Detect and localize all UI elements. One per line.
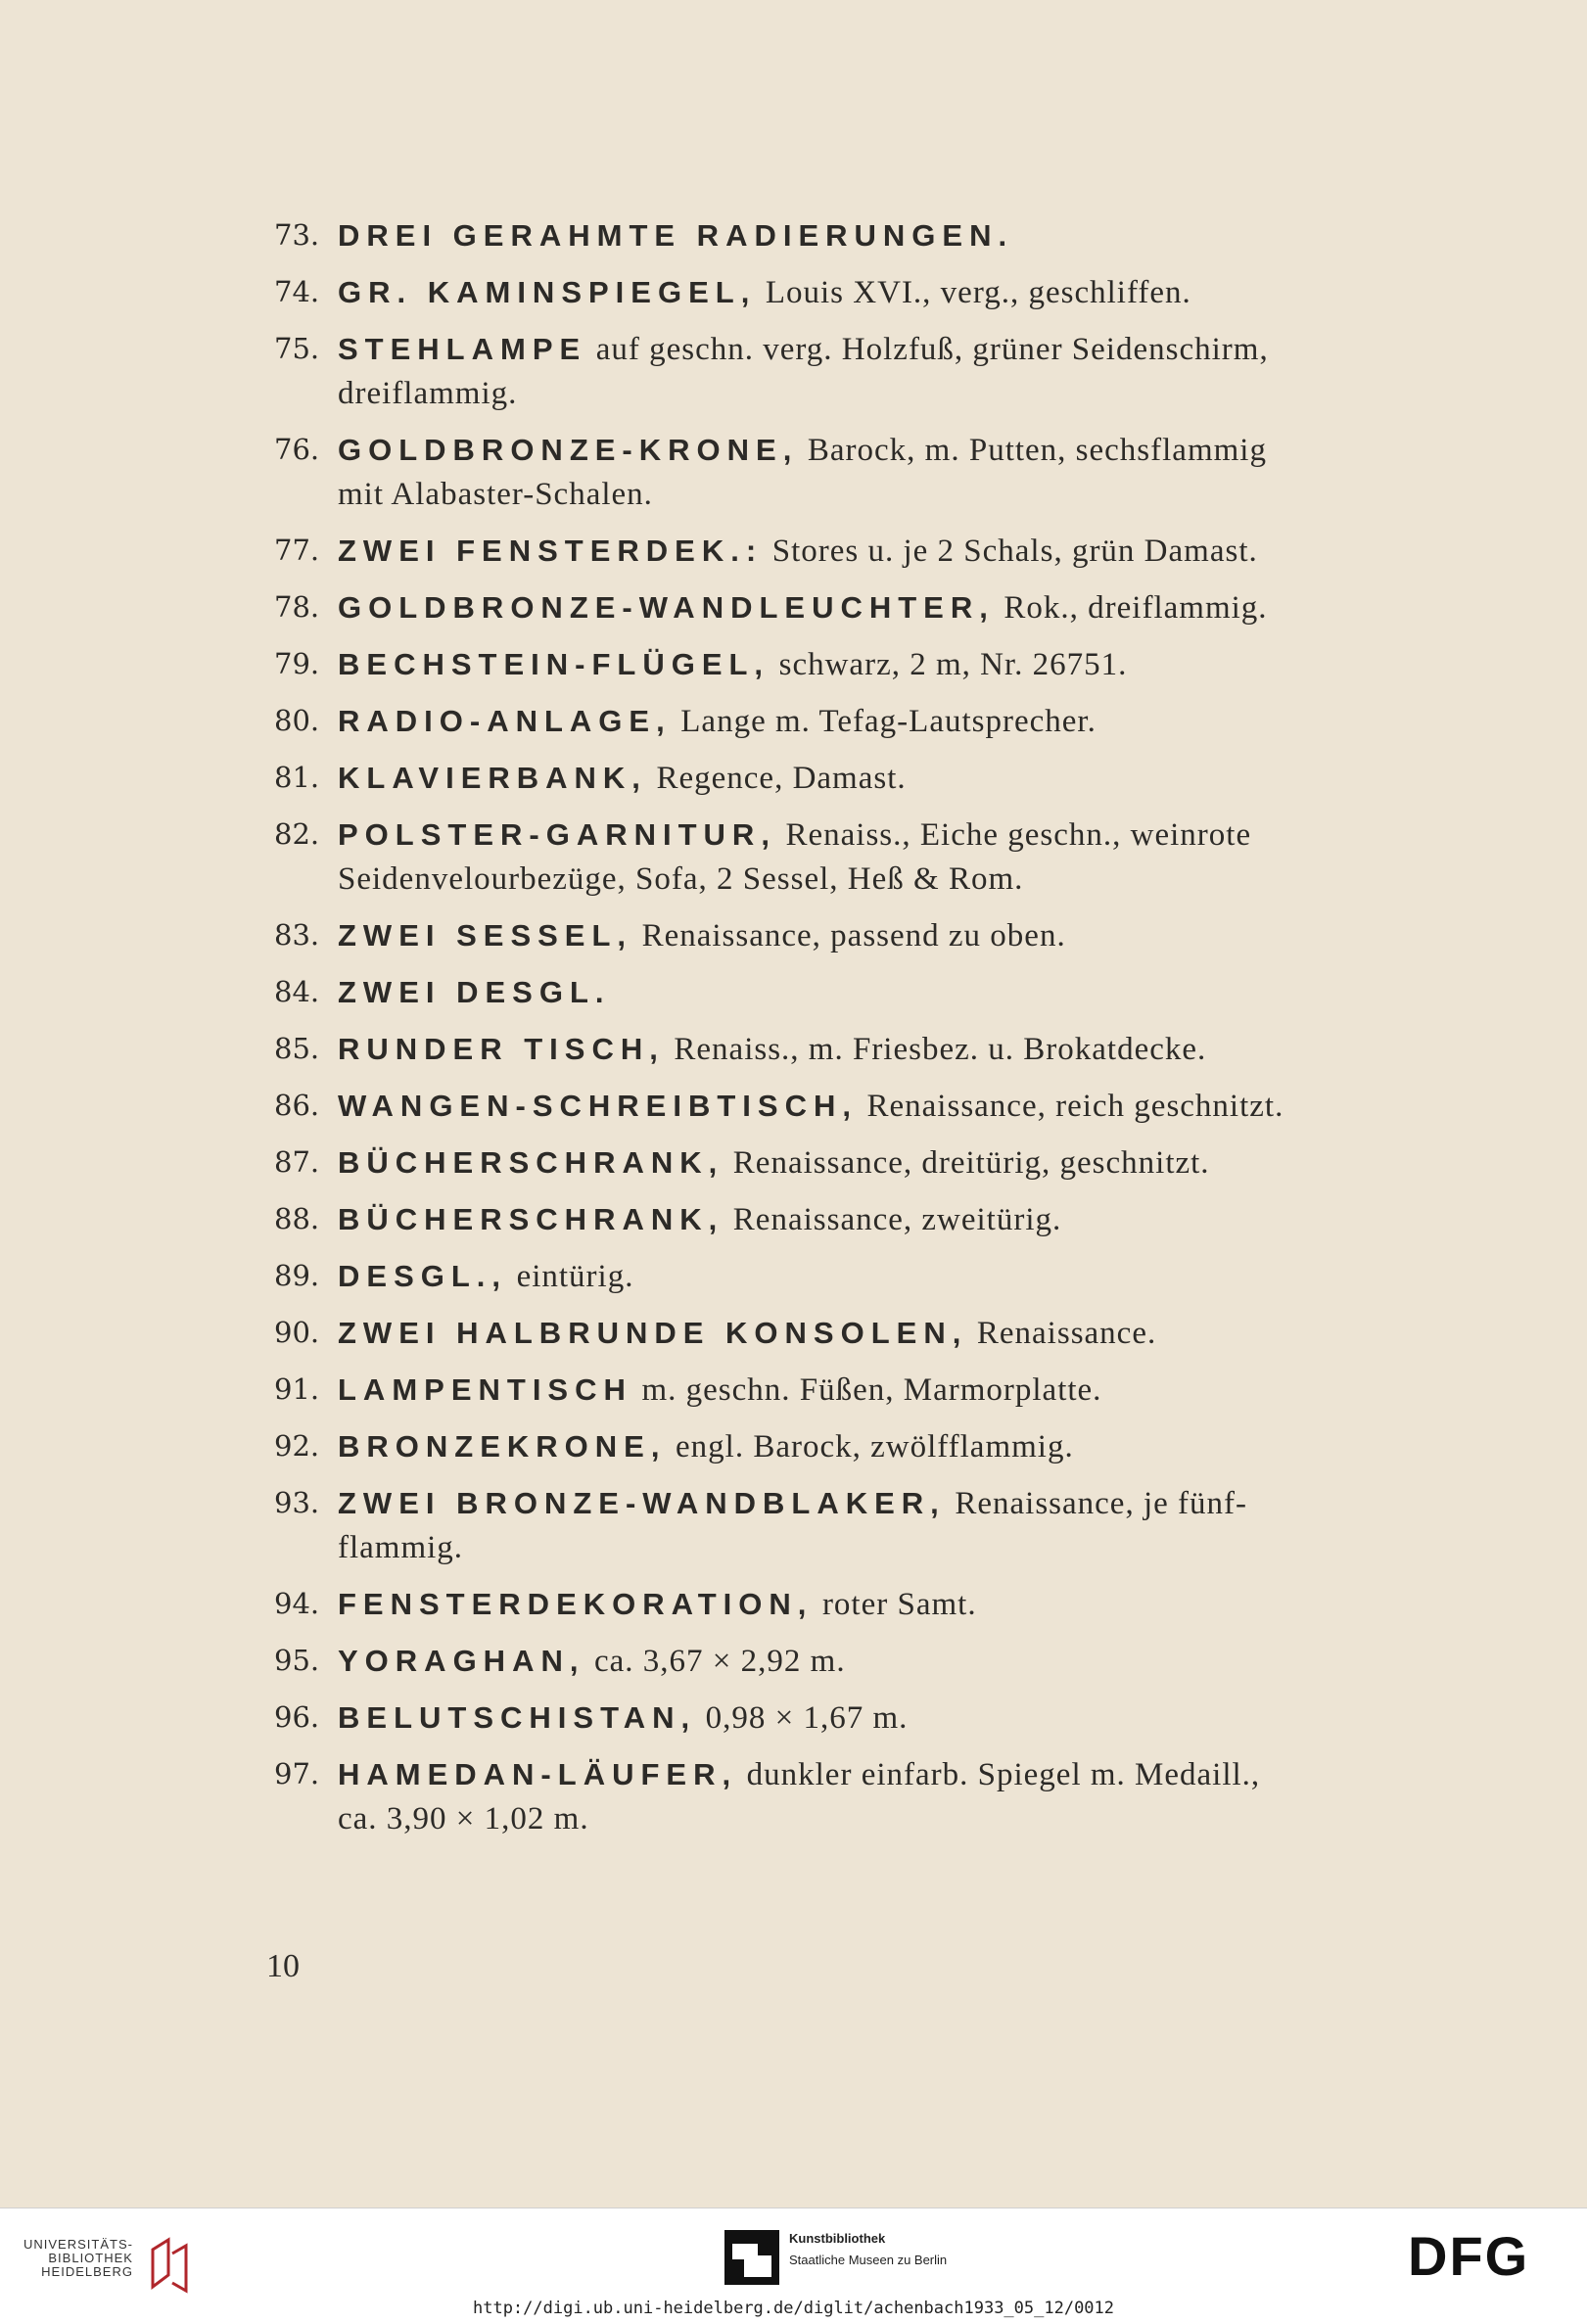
entry-continuation: Seidenvelourbezüge, Sofa, 2 Sessel, Heß & Rom. xyxy=(338,861,1024,897)
entry-number: 95. xyxy=(274,1644,320,1677)
university-library-name xyxy=(23,2238,133,2279)
catalog-entry xyxy=(274,1752,1410,1841)
entry-number: 79. xyxy=(274,647,320,680)
entry-text xyxy=(338,585,1410,630)
entry-number: 88. xyxy=(274,1202,320,1235)
entry-number: 86. xyxy=(274,1089,320,1122)
catalog-entry xyxy=(274,813,1410,902)
entry-description: eintürig. xyxy=(516,1259,634,1294)
kunstbibliothek-logo-icon xyxy=(724,2230,779,2285)
catalog-entry xyxy=(274,213,1410,258)
entry-description: dunkler einfarb. Spiegel m. Medaill., xyxy=(746,1757,1261,1792)
entry-text xyxy=(338,913,1410,958)
entry-text xyxy=(338,970,1410,1015)
entry-title: FENSTERDEKORATION, xyxy=(338,1587,814,1621)
kb-title: Kunstbibliothek xyxy=(789,2231,886,2246)
entry-number: 94. xyxy=(274,1587,320,1620)
kunstbibliothek-label xyxy=(789,2230,947,2273)
entry-description: Renaiss., Eiche geschn., weinrote xyxy=(785,817,1252,853)
entry-number: 87. xyxy=(274,1145,320,1179)
permalink-url[interactable]: http://digi.ub.uni-heidelberg.de/diglit/achenbach1933_05_12/0012 xyxy=(472,2299,1115,2318)
entry-text xyxy=(338,1254,1410,1299)
entry-description: Renaissance, dreitürig, geschnitzt. xyxy=(732,1145,1210,1181)
entry-title: ZWEI SESSEL, xyxy=(338,918,633,953)
entry-description: m. geschn. Füßen, Marmorplatte. xyxy=(641,1372,1102,1408)
entry-description: Renaissance, reich geschnitzt. xyxy=(866,1089,1284,1124)
entry-number: 83. xyxy=(274,918,320,952)
entry-text xyxy=(338,699,1410,744)
footer-bar xyxy=(0,2208,1587,2324)
entry-description: Barock, m. Putten, sechsflammig xyxy=(807,433,1267,468)
entry-number: 85. xyxy=(274,1032,320,1065)
entry-text xyxy=(338,1481,1410,1570)
entry-description: engl. Barock, zwölfflammig. xyxy=(676,1429,1074,1464)
entry-description: Renaissance, zweitürig. xyxy=(732,1202,1062,1237)
entry-number: 96. xyxy=(274,1700,320,1734)
entry-title: ZWEI HALBRUNDE KONSOLEN, xyxy=(338,1316,968,1350)
entry-description: ca. 3,67 × 2,92 m. xyxy=(594,1644,846,1679)
entry-description: auf geschn. verg. Holzfuß, grüner Seidenschirm, xyxy=(595,332,1269,367)
entry-description: roter Samt. xyxy=(821,1587,977,1622)
entry-title: BELUTSCHISTAN, xyxy=(338,1700,697,1735)
entry-number: 91. xyxy=(274,1372,320,1406)
entry-text xyxy=(338,529,1410,574)
entry-title: STEHLAMPE xyxy=(338,332,587,366)
entry-text xyxy=(338,813,1410,902)
catalog-entry xyxy=(274,1311,1410,1356)
entry-description: Regence, Damast. xyxy=(656,761,907,796)
entry-number: 81. xyxy=(274,761,320,794)
entry-title: GOLDBRONZE-WANDLEUCHTER, xyxy=(338,590,995,625)
kb-subtitle: Staatliche Museen zu Berlin xyxy=(789,2253,948,2267)
entry-title: BECHSTEIN-FLÜGEL, xyxy=(338,647,770,681)
page-number: 10 xyxy=(266,1948,300,1984)
entry-title: POLSTER-GARNITUR, xyxy=(338,817,776,852)
entry-text xyxy=(338,1197,1410,1242)
entry-text xyxy=(338,428,1410,517)
catalog-entry xyxy=(274,1481,1410,1570)
entry-title: RADIO-ANLAGE, xyxy=(338,704,672,738)
entry-text xyxy=(338,1582,1410,1627)
entry-text xyxy=(338,1027,1410,1072)
entry-description: 0,98 × 1,67 m. xyxy=(705,1700,909,1736)
entry-continuation: dreiflammig. xyxy=(338,376,518,411)
catalog-entry xyxy=(274,970,1410,1015)
entry-text xyxy=(338,1368,1410,1413)
catalog-entry xyxy=(274,1027,1410,1072)
entry-number: 77. xyxy=(274,534,320,567)
entry-text xyxy=(338,1752,1410,1841)
catalog-entry xyxy=(274,529,1410,574)
catalog-entry xyxy=(274,585,1410,630)
entry-continuation: flammig. xyxy=(338,1530,464,1565)
entry-title: DESGL., xyxy=(338,1259,508,1293)
catalog-entry xyxy=(274,1254,1410,1299)
entry-number: 89. xyxy=(274,1259,320,1292)
catalog-entry xyxy=(274,1582,1410,1627)
entry-description: Renaissance. xyxy=(976,1316,1157,1351)
university-line: UNIVERSITÄTS- xyxy=(23,2237,133,2252)
entry-title: LAMPENTISCH xyxy=(338,1372,632,1407)
catalog-entry xyxy=(274,1140,1410,1185)
entry-text xyxy=(338,642,1410,687)
entry-list xyxy=(274,213,1410,1853)
entry-continuation: ca. 3,90 × 1,02 m. xyxy=(338,1801,589,1836)
catalog-entry xyxy=(274,699,1410,744)
entry-description: Renaissance, je fünf- xyxy=(955,1486,1247,1521)
entry-number: 97. xyxy=(274,1757,320,1790)
entry-title: WANGEN-SCHREIBTISCH, xyxy=(338,1089,858,1123)
entry-text xyxy=(338,1140,1410,1185)
entry-number: 93. xyxy=(274,1486,320,1519)
entry-description: schwarz, 2 m, Nr. 26751. xyxy=(778,647,1128,682)
entry-number: 80. xyxy=(274,704,320,737)
catalog-entry xyxy=(274,1696,1410,1741)
entry-text xyxy=(338,327,1410,416)
entry-description: Stores u. je 2 Schals, grün Damast. xyxy=(771,534,1258,569)
entry-text xyxy=(338,1424,1410,1469)
entry-description: Louis XVI., verg., geschliffen. xyxy=(765,275,1191,310)
entry-title: BÜCHERSCHRANK, xyxy=(338,1145,724,1180)
entry-text xyxy=(338,1084,1410,1129)
entry-title: BRONZEKRONE, xyxy=(338,1429,667,1464)
catalog-entry xyxy=(274,270,1410,315)
catalog-entry xyxy=(274,1084,1410,1129)
entry-title: BÜCHERSCHRANK, xyxy=(338,1202,724,1236)
entry-continuation: mit Alabaster-Schalen. xyxy=(338,477,653,512)
entry-title: KLAVIERBANK, xyxy=(338,761,647,795)
entry-number: 92. xyxy=(274,1429,320,1463)
entry-text xyxy=(338,213,1410,258)
entry-text xyxy=(338,1696,1410,1741)
catalog-entry xyxy=(274,756,1410,801)
catalog-entry xyxy=(274,1197,1410,1242)
catalog-entry xyxy=(274,642,1410,687)
entry-title: ZWEI DESGL. xyxy=(338,975,611,1009)
dfg-logo: DFG xyxy=(1408,2225,1530,2287)
catalog-entry xyxy=(274,1424,1410,1469)
entry-title: ZWEI FENSTERDEK.: xyxy=(338,534,764,568)
entry-number: 73. xyxy=(274,218,320,252)
catalog-entry xyxy=(274,1639,1410,1684)
entry-number: 76. xyxy=(274,433,320,466)
entry-text xyxy=(338,756,1410,801)
entry-title: ZWEI BRONZE-WANDBLAKER, xyxy=(338,1486,946,1520)
entry-number: 74. xyxy=(274,275,320,308)
entry-title: YORAGHAN, xyxy=(338,1644,585,1678)
entry-description: Renaiss., m. Friesbez. u. Brokatdecke. xyxy=(674,1032,1207,1067)
entry-number: 78. xyxy=(274,590,320,624)
entry-text xyxy=(338,270,1410,315)
entry-title: GR. KAMINSPIEGEL, xyxy=(338,275,757,309)
entry-title: DREI GERAHMTE RADIERUNGEN. xyxy=(338,218,1014,253)
entry-description: Rok., dreiflammig. xyxy=(1004,590,1268,626)
entry-title: HAMEDAN-LÄUFER, xyxy=(338,1757,738,1791)
entry-text xyxy=(338,1311,1410,1356)
entry-title: GOLDBRONZE-KRONE, xyxy=(338,433,799,467)
university-line: HEIDELBERG xyxy=(41,2264,133,2279)
entry-description: Renaissance, passend zu oben. xyxy=(641,918,1066,953)
entry-number: 75. xyxy=(274,332,320,365)
entry-number: 84. xyxy=(274,975,320,1008)
entry-text xyxy=(338,1639,1410,1684)
catalog-entry xyxy=(274,327,1410,416)
entry-number: 90. xyxy=(274,1316,320,1349)
catalog-entry xyxy=(274,913,1410,958)
university-logo-icon xyxy=(147,2236,190,2295)
university-line: BIBLIOTHEK xyxy=(48,2251,133,2265)
catalog-entry xyxy=(274,1368,1410,1413)
entry-description: Lange m. Tefag-Lautsprecher. xyxy=(680,704,1097,739)
catalog-entry xyxy=(274,428,1410,517)
entry-title: RUNDER TISCH, xyxy=(338,1032,665,1066)
entry-number: 82. xyxy=(274,817,320,851)
